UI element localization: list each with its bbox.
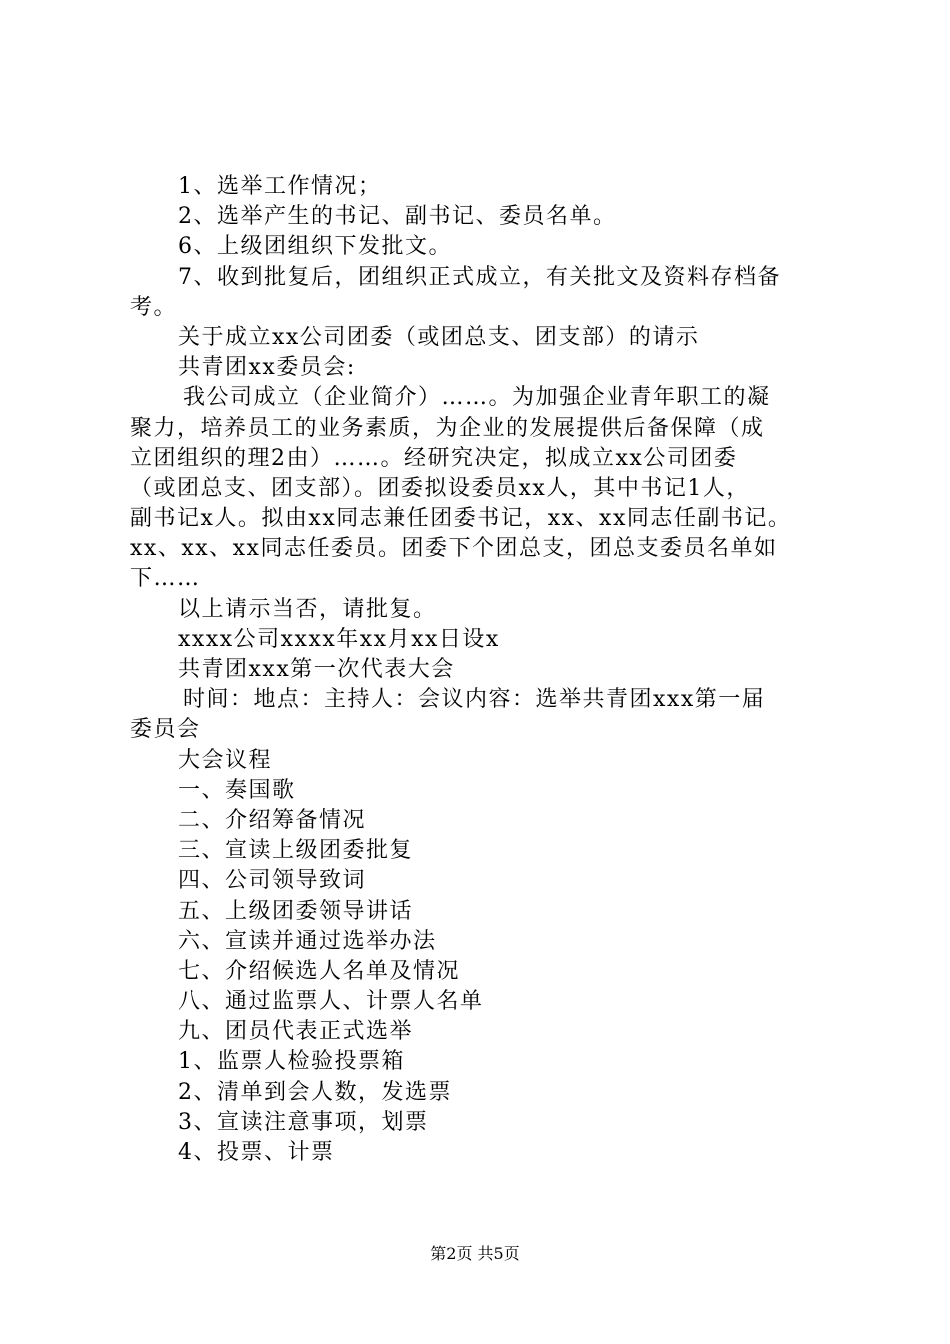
text-line: 我公司成立（企业简介）……。为加强企业青年职工的凝 — [183, 385, 771, 411]
text-line: 以上请示当否，请批复。 — [178, 596, 437, 622]
text-line: 2、选举产生的书记、副书记、委员名单。 — [178, 204, 617, 230]
text-line: 下…… — [130, 566, 201, 592]
text-line: 五、上级团委领导讲话 — [178, 898, 414, 924]
text-line: 立团组织的理2由）……。经研究决定，拟成立xx公司团委 — [130, 445, 738, 471]
text-line: （或团总支、团支部）。团委拟设委员xx人，其中书记1人， — [130, 475, 750, 501]
text-line: 聚力，培养员工的业务素质，为企业的发展提供后备保障（成 — [130, 415, 765, 441]
text-line: 1、选举工作情况； — [178, 174, 382, 199]
text-line: 关于成立xx公司团委（或团总支、团支部）的请示 — [178, 324, 700, 350]
text-line: 八、通过监票人、计票人名单 — [178, 989, 484, 1015]
text-line: 四、公司领导致词 — [178, 868, 367, 894]
document-body — [130, 172, 830, 1168]
text-line: 九、团员代表正式选举 — [178, 1019, 414, 1045]
text-line: 6、上级团组织下发批文。 — [178, 234, 452, 260]
text-line: 共青团xxx第一次代表大会 — [178, 657, 455, 682]
text-line: 三、宣读上级团委批复 — [178, 838, 414, 864]
text-line: 六、宣读并通过选举办法 — [178, 928, 437, 954]
text-line: 副书记x人。拟由xx同志兼任团委书记，xx、xx同志任副书记。 — [130, 506, 792, 532]
text-line: 1、监票人检验投票箱 — [178, 1049, 405, 1075]
text-line: 共青团xx委员会: — [178, 355, 356, 381]
page-footer: 第2页 共5页 — [430, 1244, 520, 1263]
text-line: 一、奏国歌 — [178, 777, 296, 803]
text-line: 2、清单到会人数，发选票 — [178, 1079, 452, 1105]
text-line: 7、收到批复后，团组织正式成立，有关批文及资料存档备 — [178, 264, 781, 290]
text-line: xx、xx、xx同志任委员。团委下个团总支，团总支委员名单如 — [130, 536, 778, 562]
text-line: 大会议程 — [178, 747, 273, 773]
text-line: 二、介绍筹备情况 — [178, 807, 367, 833]
text-line: 七、介绍候选人名单及情况 — [178, 958, 461, 984]
text-line: xxxx公司xxxx年xx月xx日设x — [178, 626, 500, 652]
text-line: 3、宣读注意事项，划票 — [178, 1109, 429, 1135]
text-line: 时间：地点：主持人：会议内容：选举共青团xxx第一届 — [183, 687, 766, 713]
text-line: 4、投票、计票 — [178, 1140, 335, 1165]
text-line: 委员会 — [130, 717, 201, 743]
text-line: 考。 — [130, 294, 178, 320]
